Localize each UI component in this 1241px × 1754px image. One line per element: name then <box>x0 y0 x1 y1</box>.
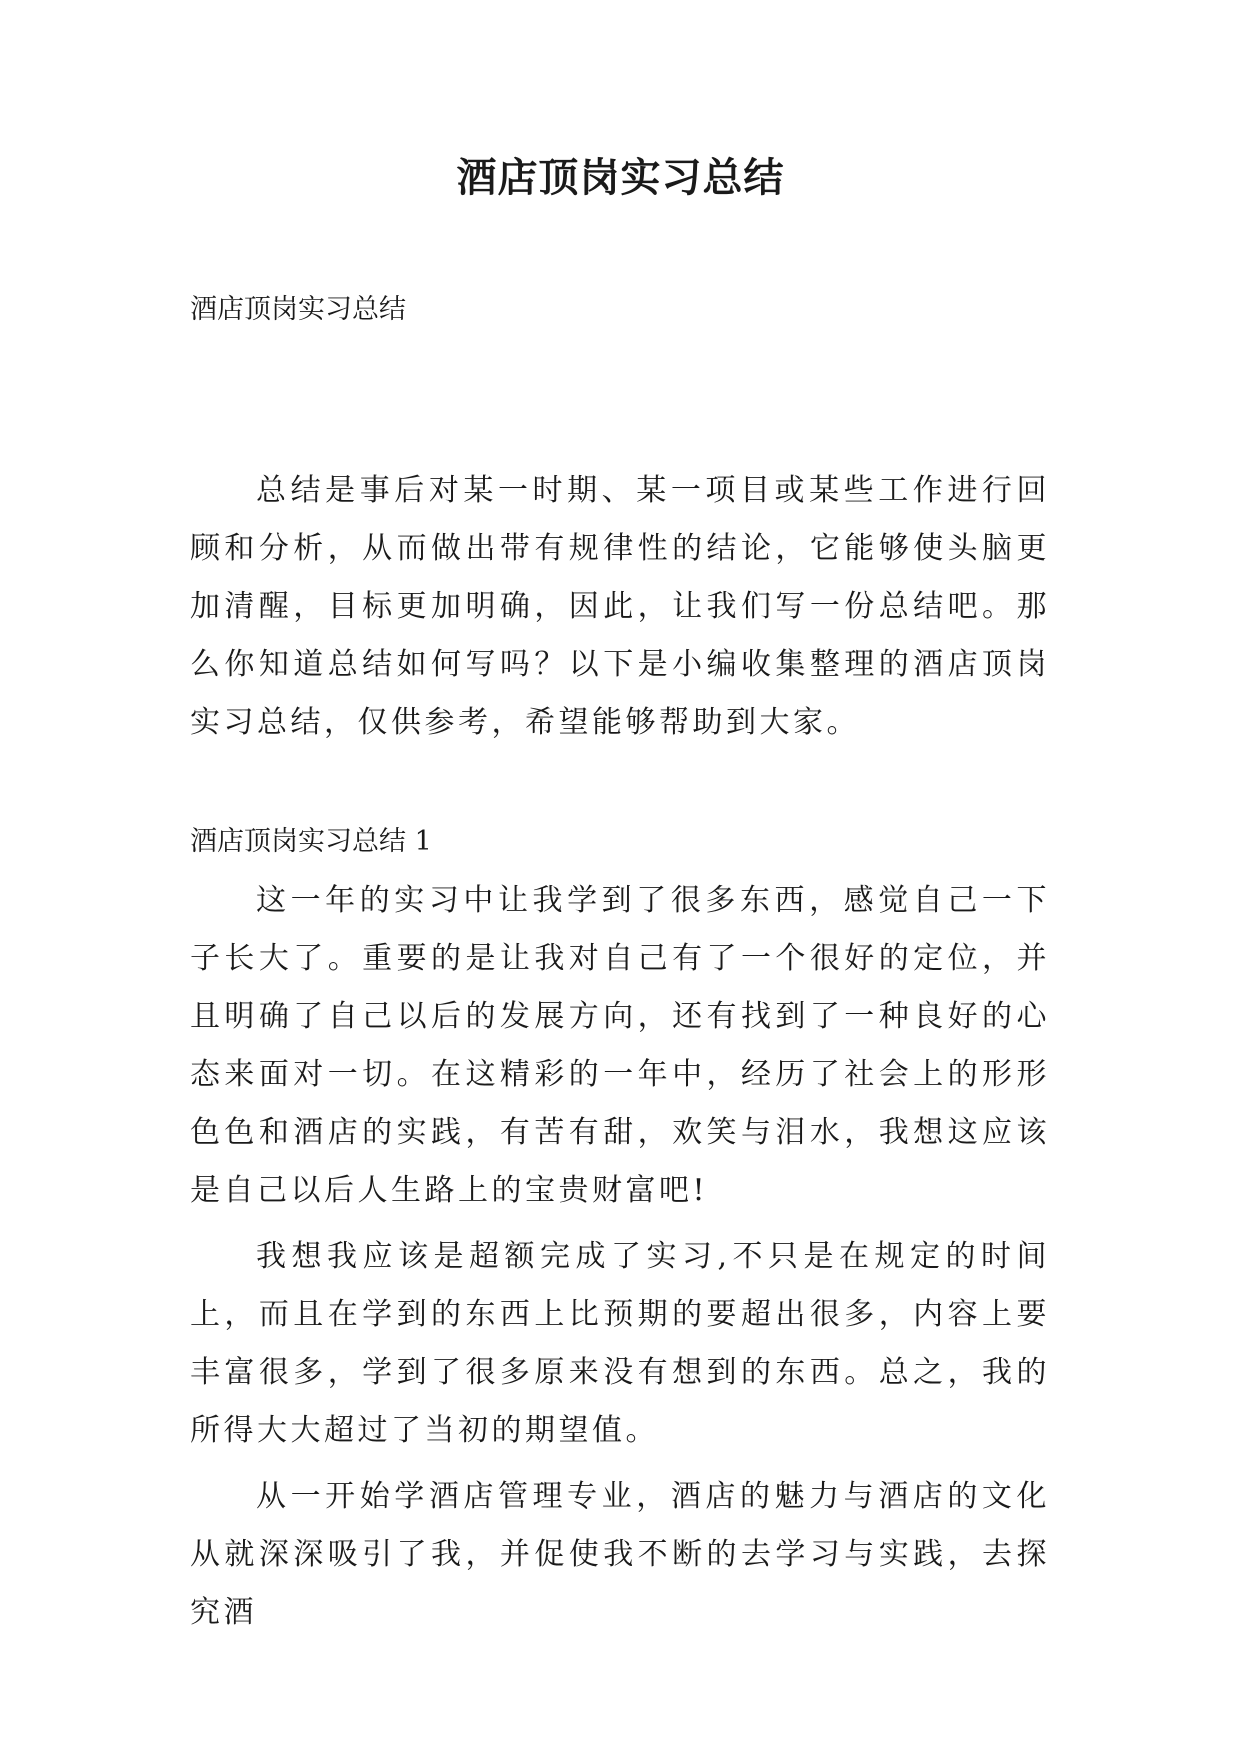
document-subtitle: 酒店顶岗实习总结 <box>190 294 406 325</box>
body-paragraph: 从一开始学酒店管理专业，酒店的魅力与酒店的文化从就深深吸引了我，并促使我不断的去学习与实践，去探究酒 <box>190 1479 1050 1630</box>
body-paragraph: 我想我应该是超额完成了实习,不只是在规定的时间上，而且在学到的东西上比预期的要超出很多，内容上要丰富很多，学到了很多原来没有想到的东西。总之，我的所得大大超过了当初的期望值。 <box>190 1239 1050 1448</box>
section-body <box>190 872 1050 1650</box>
section-heading: 酒店顶岗实习总结 1 <box>190 826 432 857</box>
body-paragraph: 这一年的实习中让我学到了很多东西，感觉自己一下子长大了。重要的是让我对自己有了一个很好的定位，并且明确了自己以后的发展方向，还有找到了一种良好的心态来面对一切。在这精彩的一年中，经历了社会上的形形色色和酒店的实践，有苦有甜，欢笑与泪水，我想这应该是自己以后人生路上的宝贵财富吧! <box>190 883 1050 1208</box>
document-title: 酒店顶岗实习总结 <box>456 154 785 201</box>
intro-paragraph: 总结是事后对某一时期、某一项目或某些工作进行回顾和分析，从而做出带有规律性的结论，它能够使头脑更加清醒，目标更加明确，因此，让我们写一份总结吧。那么你知道总结如何写吗？以下是小编收集整理的酒店顶岗实习总结，仅供参考，希望能够帮助到大家。 <box>190 473 1050 740</box>
